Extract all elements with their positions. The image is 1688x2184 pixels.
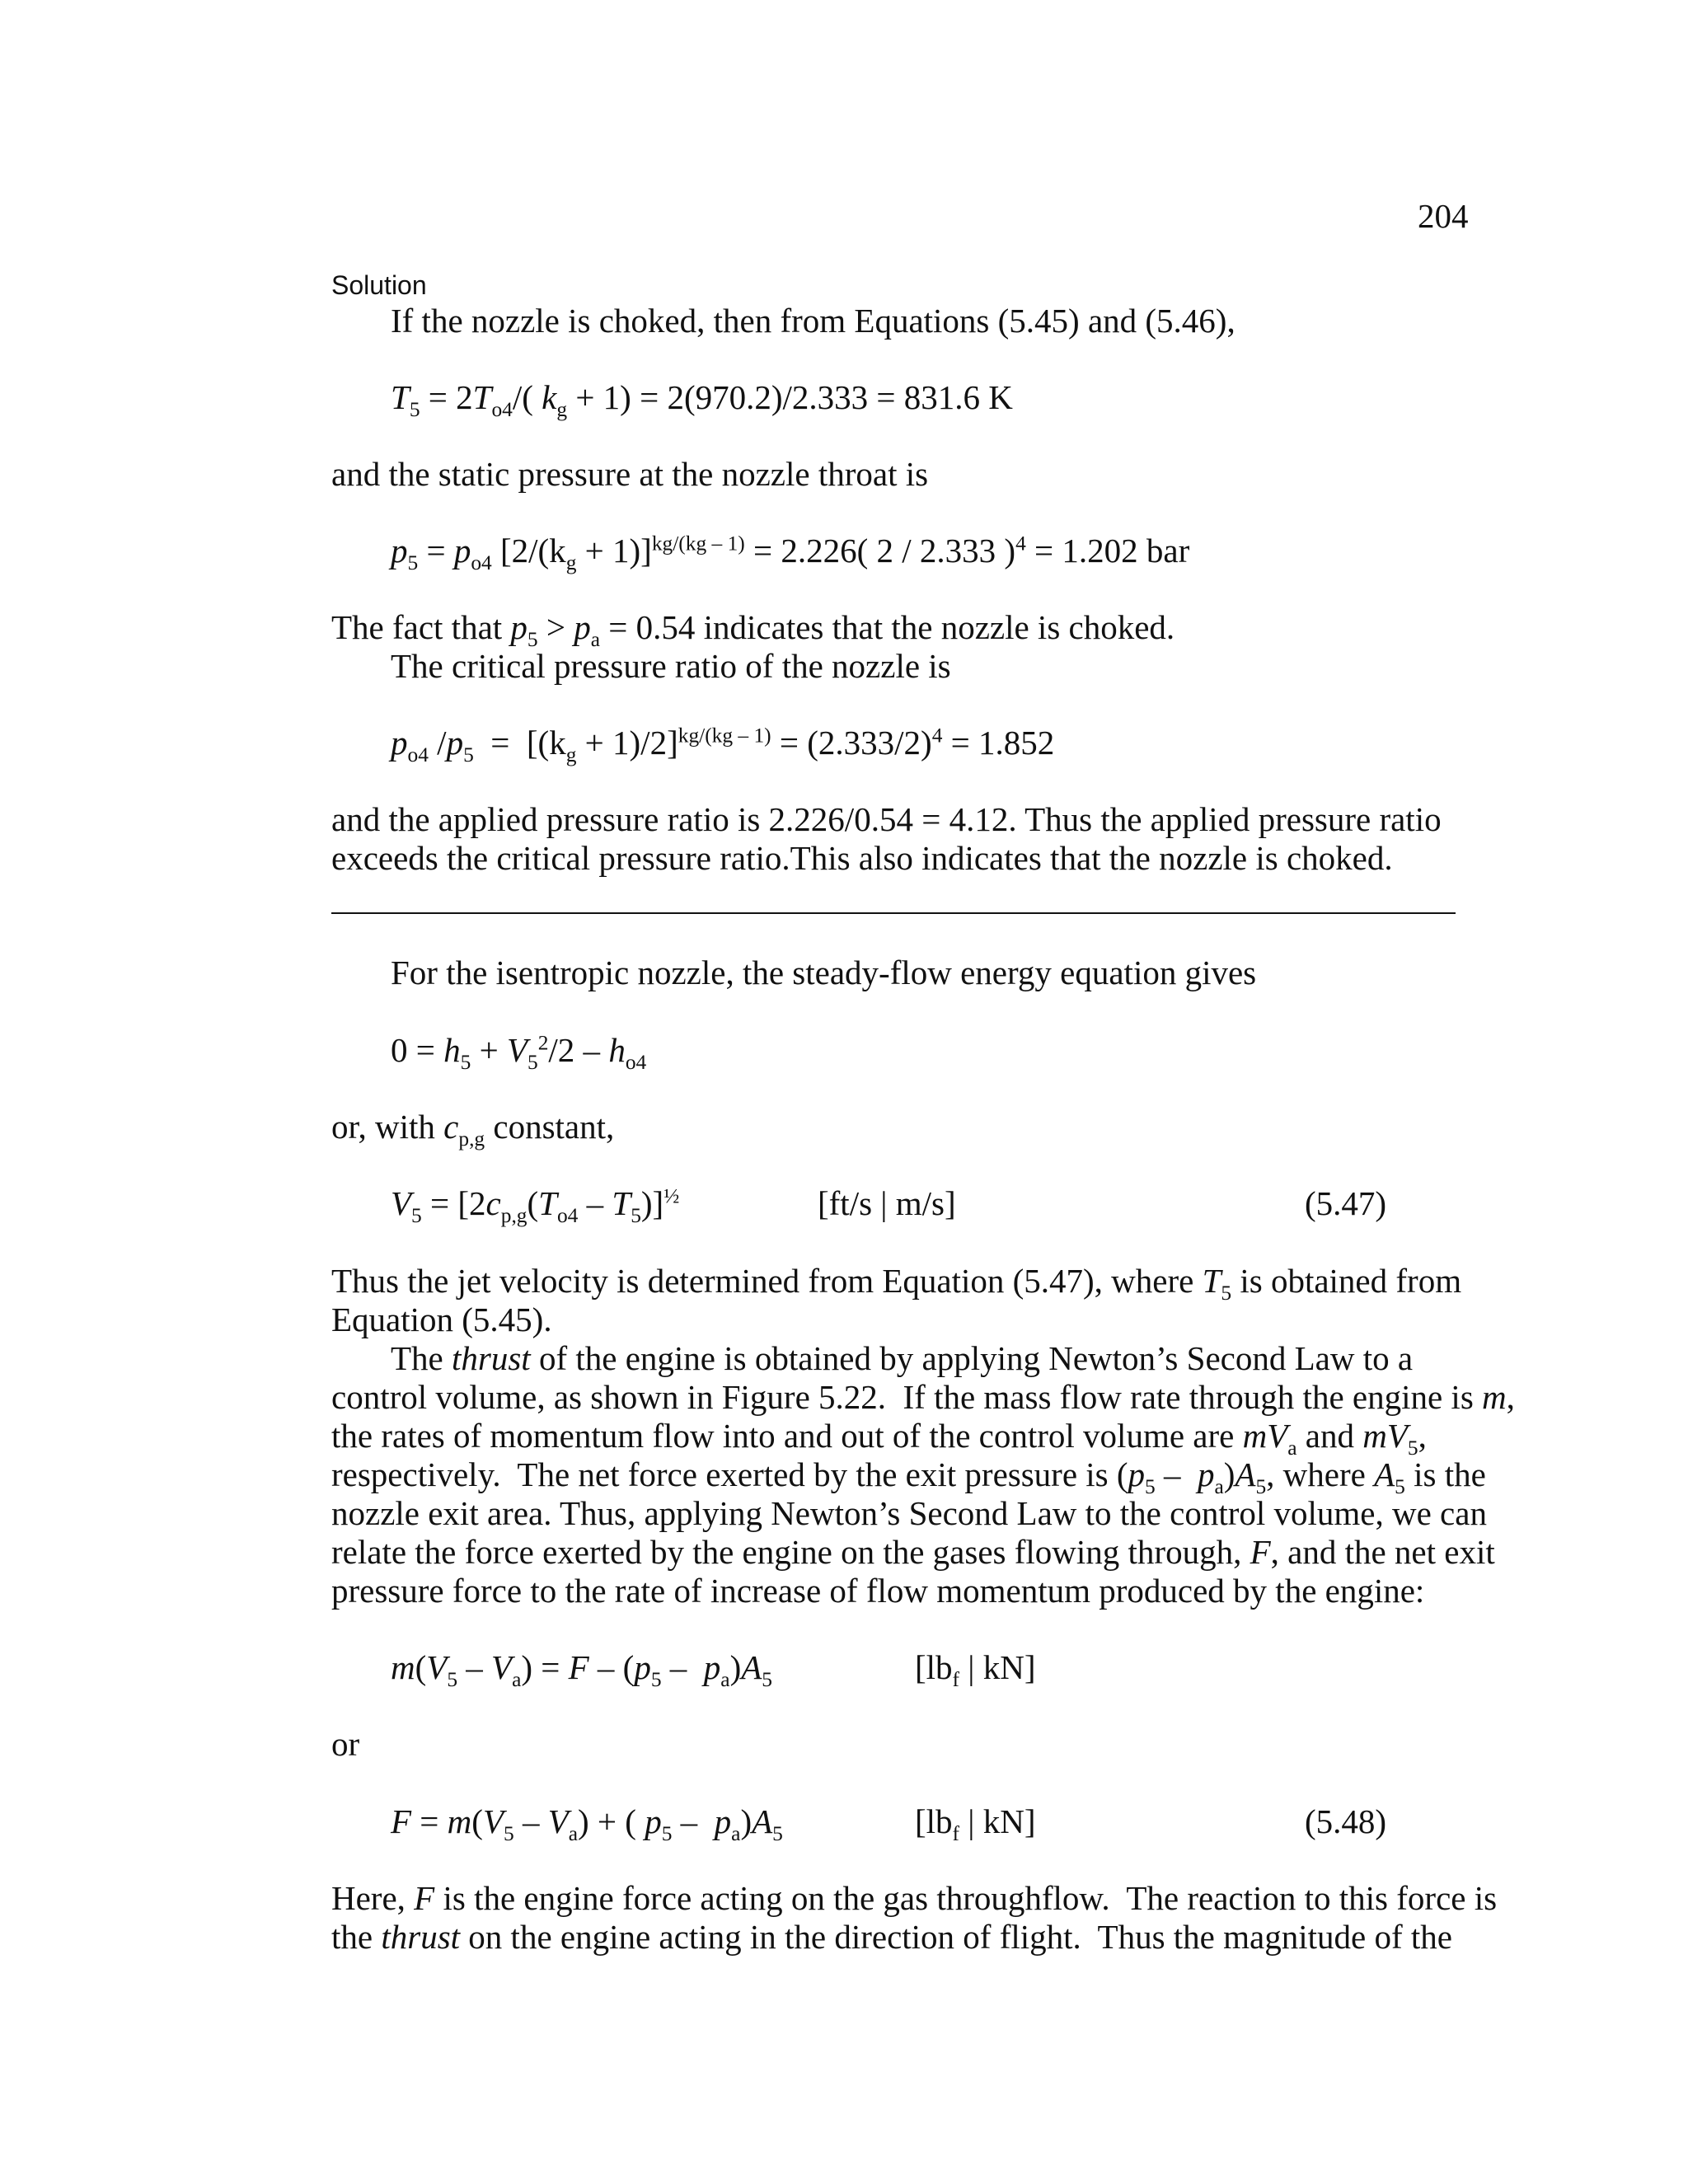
cp-constant-text: or, with $c_{p,g}$ constant, <box>331 1108 615 1151</box>
thrust-paragraph-line-5: nozzle exit area. Thus, applying Newton’s Second Law to the control volume, we can <box>331 1494 1487 1532</box>
equation-v5: $V_5 = [2c_{p,g}(T_{o4} - T_5)]^{\frac{1}{2}}$ <box>391 1184 680 1228</box>
isentropic-text: For the isentropic nozzle, the steady-flow energy equation gives <box>391 954 1257 991</box>
equation-momentum-units: [$lb_f$ | kN] <box>915 1648 1036 1692</box>
equation-momentum-row <box>391 1647 1386 1692</box>
critical-ratio-text: The critical pressure ratio of the nozzle is <box>391 647 951 685</box>
equation-force-units: [$lb_f$ | kN] <box>915 1802 1036 1846</box>
applied-ratio-line-2: exceeds the critical pressure ratio.This also indicates that the nozzle is choked. <box>331 839 1393 877</box>
equation-force: $F = m(V_5 - V_a)$ + ( $p_5 - p_a)A_5$ <box>391 1802 783 1846</box>
equation-5-48 <box>391 1802 1386 1846</box>
or-text: or <box>331 1725 360 1763</box>
thrust-paragraph-line-3: the rates of momentum flow into and out of the control volume are $mV_a$ and $mV_5$, <box>331 1417 1427 1460</box>
jet-velocity-line-2: Equation (5.45). <box>331 1301 552 1338</box>
throat-text: and the static pressure at the nozzle throat is <box>331 455 929 493</box>
equation-t5: $T_5 = 2T_{o4}/$( $k_g + 1) = 2(970.2)/2.333 = 831.6$ K <box>391 378 1013 422</box>
equation-5-47 <box>391 1183 1386 1228</box>
equation-momentum: $m(V_5 - V_a) = F - (p_5 - p_a)A_5$ <box>391 1648 772 1692</box>
choked-fact-text: The fact that $p_5 > p_a = 0.54$ indicates that the nozzle is choked. <box>331 608 1175 652</box>
thrust-paragraph-line-1: The thrust of the engine is obtained by applying Newton’s Second Law to a <box>391 1339 1414 1377</box>
reaction-line-1: Here, F is the engine force acting on the gas throughflow. The reaction to this force is <box>331 1879 1498 1917</box>
applied-ratio-line-1: and the applied pressure ratio is 2.226/0.54 = 4.12. Thus the applied pressure ratio <box>331 800 1442 838</box>
equation-energy: $0 = h_5 + V_5^2/2 - h_{o4}$ <box>391 1031 647 1075</box>
thrust-paragraph-line-4: respectively. The net force exerted by the exit pressure is $(p_5 - p_a)A_5$, where $A_5$ is the <box>331 1455 1486 1499</box>
equation-v5-units: [ft/s | m/s] <box>818 1184 956 1222</box>
equation-pressure-ratio: $p_{o4}$ $/p_5 = [(k_g + 1)/2]^{kg/(kg - 1)} = (2.333/2)^4 = 1.852$ <box>391 724 1055 767</box>
equation-p5: $p_5 = p_{o4}$ $[2/(k_g + 1)]^{kg/(kg - 1)} = 2.226$( 2 / 2.333 )$^4$ = 1.202 bar <box>391 532 1190 575</box>
thrust-paragraph-line-2: control volume, as shown in Figure 5.22. If the mass flow rate through the engine is m, <box>331 1378 1515 1416</box>
equation-number-5-47: (5.47) <box>1304 1184 1386 1222</box>
equation-number-5-48: (5.48) <box>1304 1802 1386 1840</box>
thrust-paragraph-line-7: pressure force to the rate of increase of flow momentum produced by the engine: <box>331 1572 1425 1610</box>
jet-velocity-line-1: Thus the jet velocity is determined from Equation (5.47), where $T_5$ is obtained from <box>331 1262 1462 1305</box>
solution-heading: Solution <box>331 270 427 300</box>
reaction-line-2: the thrust on the engine acting in the direction of flight. Thus the magnitude of the <box>331 1918 1452 1956</box>
page-number: 204 <box>1418 197 1469 235</box>
section-divider <box>331 912 1456 914</box>
solution-intro: If the nozzle is choked, then from Equations (5.45) and (5.46), <box>391 302 1236 340</box>
thrust-paragraph-line-6: relate the force exerted by the engine on the gases flowing through, F, and the net exit <box>331 1533 1495 1571</box>
